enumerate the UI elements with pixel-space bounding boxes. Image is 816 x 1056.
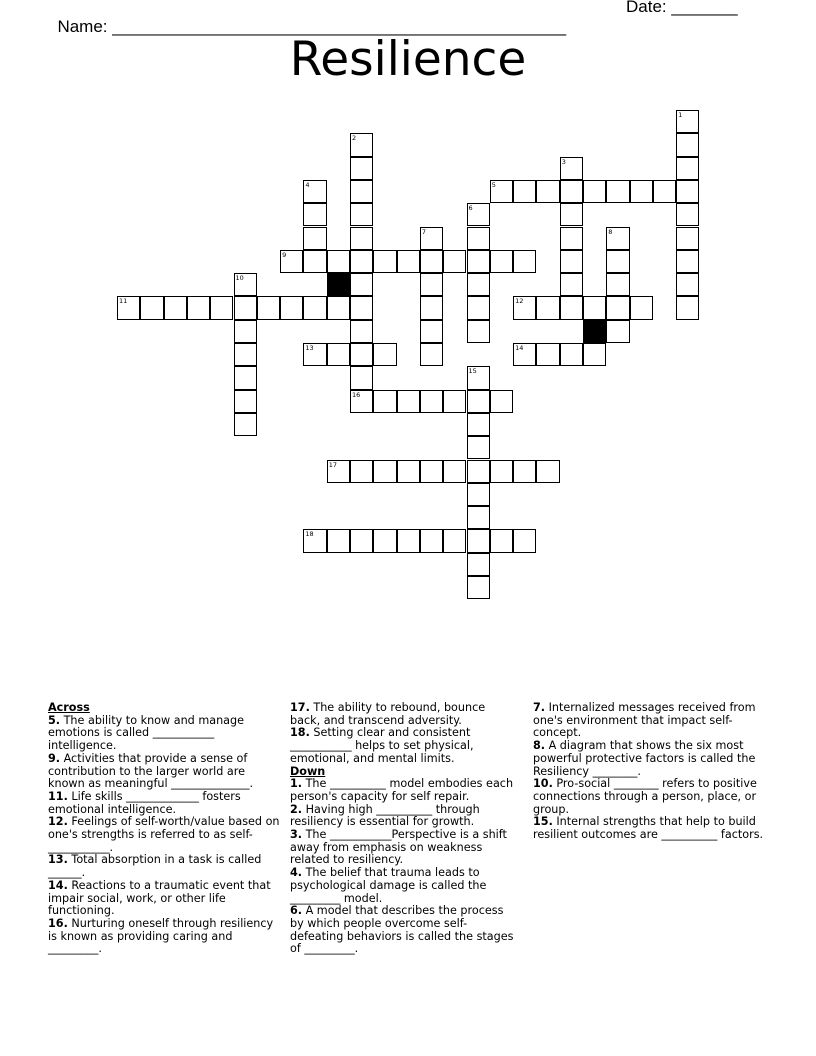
crossword-cell[interactable] xyxy=(606,250,629,273)
clue-across-16: 16. Nurturing oneself through resiliency is known as providing caring and _________. xyxy=(48,916,274,956)
crossword-cell[interactable] xyxy=(350,157,373,180)
crossword-cell[interactable] xyxy=(676,157,699,180)
clue-down-2: 2. Having high __________ through resiliency is essential for growth. xyxy=(290,802,480,829)
clues-column-3 xyxy=(533,702,767,842)
crossword-cell[interactable] xyxy=(630,180,653,203)
crossword-cell[interactable] xyxy=(467,273,490,296)
crossword-cell[interactable] xyxy=(164,296,187,319)
clue-down-4: 4. The belief that trauma leads to psychological damage is called the _________ model. xyxy=(290,866,487,905)
date-field-label[interactable]: Date: _______ xyxy=(626,0,738,16)
crossword-cell[interactable] xyxy=(467,529,490,552)
crossword-cell[interactable] xyxy=(467,436,490,459)
clue-number: 13 xyxy=(305,344,314,352)
crossword-cell[interactable] xyxy=(443,529,466,552)
crossword-cell[interactable] xyxy=(420,273,443,296)
crossword-cell[interactable] xyxy=(513,250,536,273)
across-heading: Across xyxy=(48,701,90,714)
crossword-cell[interactable] xyxy=(420,529,443,552)
clue-number: 1 xyxy=(678,111,683,119)
crossword-cell[interactable] xyxy=(187,296,210,319)
crossword-cell[interactable] xyxy=(536,296,559,319)
crossword-cell[interactable] xyxy=(303,180,326,203)
crossword-cell[interactable] xyxy=(373,390,396,413)
clue-number: 18 xyxy=(305,530,314,539)
crossword-cell[interactable] xyxy=(397,250,420,273)
crossword-cell[interactable] xyxy=(303,343,326,366)
crossword-cell[interactable] xyxy=(467,460,490,483)
crossword-cell[interactable] xyxy=(606,296,629,319)
clue-number: 6 xyxy=(468,204,473,213)
crossword-cell[interactable] xyxy=(467,203,490,226)
name-field-label[interactable]: Name: ________________________________________________ xyxy=(57,17,567,36)
clues-column-2 xyxy=(290,702,518,956)
crossword-cell[interactable] xyxy=(606,273,629,296)
crossword-cell[interactable] xyxy=(583,296,606,319)
crossword-cell[interactable] xyxy=(303,250,326,273)
crossword-cell[interactable] xyxy=(536,460,559,483)
crossword-cell[interactable] xyxy=(327,529,350,552)
crossword-cell[interactable] xyxy=(420,250,443,273)
crossword-cell[interactable] xyxy=(676,296,699,319)
crossword-cell[interactable] xyxy=(327,250,350,273)
crossword-cell[interactable] xyxy=(234,320,257,343)
crossword-cell[interactable] xyxy=(210,296,233,319)
crossword-cell[interactable] xyxy=(490,250,513,273)
crossword-cell[interactable] xyxy=(373,460,396,483)
clue-number: 12 xyxy=(515,297,524,306)
crossword-cell[interactable] xyxy=(234,343,257,366)
clue-number: 2 xyxy=(352,134,357,143)
crossword-cell[interactable] xyxy=(467,506,490,529)
crossword-cell[interactable] xyxy=(257,296,280,319)
crossword-cell[interactable] xyxy=(467,366,490,389)
crossword-cell[interactable] xyxy=(420,343,443,366)
crossword-cell[interactable] xyxy=(234,273,257,296)
crossword-cell[interactable] xyxy=(443,460,466,483)
crossword-cell[interactable] xyxy=(420,227,443,250)
crossword-cell[interactable] xyxy=(467,250,490,273)
crossword-cell[interactable] xyxy=(560,250,583,273)
crossword-cell[interactable] xyxy=(676,250,699,273)
clue-number: 3 xyxy=(561,157,566,166)
clue-number: 10 xyxy=(235,274,244,283)
crossword-cell[interactable] xyxy=(467,390,490,413)
clue-down-7: 7. Internalized messages received from one's environment that impact self-concept. xyxy=(533,701,756,740)
crossword-cell[interactable] xyxy=(303,203,326,226)
clue-number: 11 xyxy=(119,297,128,306)
crossword-cell[interactable] xyxy=(350,320,373,343)
crossword-cell[interactable] xyxy=(350,343,373,366)
down-heading: Down xyxy=(290,764,326,778)
crossword-cell[interactable] xyxy=(560,273,583,296)
crossword-cell[interactable] xyxy=(606,227,629,250)
crossword-cell[interactable] xyxy=(350,366,373,389)
crossword-cell[interactable] xyxy=(467,553,490,576)
clue-down-15: 15. Internal strengths that help to build resilient outcomes are __________ factors. xyxy=(533,815,764,842)
clue-across-9: 9. Activities that provide a sense of contribution to the larger world are known as meaningful ______________. xyxy=(48,751,254,791)
crossword-cell[interactable] xyxy=(234,390,257,413)
clues-column-1 xyxy=(48,702,280,956)
crossword-cell[interactable] xyxy=(443,250,466,273)
crossword-cell[interactable] xyxy=(303,529,326,552)
crossword-cell[interactable] xyxy=(583,180,606,203)
crossword-cell[interactable] xyxy=(397,529,420,552)
crossword-block-cell xyxy=(583,320,606,343)
crossword-cell[interactable] xyxy=(420,390,443,413)
page-title: Resilience xyxy=(289,32,527,87)
crossword-cell[interactable] xyxy=(280,296,303,319)
clue-number: 15 xyxy=(468,367,477,376)
crossword-cell[interactable] xyxy=(350,273,373,296)
crossword-cell[interactable] xyxy=(560,296,583,319)
crossword-cell[interactable] xyxy=(676,203,699,226)
crossword-cell[interactable] xyxy=(467,483,490,506)
clue-number: 5 xyxy=(491,180,496,189)
clue-number: 8 xyxy=(608,227,613,236)
clue-down-8: 8. A diagram that shows the six most powerful protective factors is called the Resiliency ________. xyxy=(533,739,756,778)
clue-across-12: 12. Feelings of self-worth/value based on one's strengths is referred to as self-___________. xyxy=(48,815,280,854)
crossword-cell[interactable] xyxy=(350,227,373,250)
crossword-cell[interactable] xyxy=(676,227,699,250)
crossword-cell[interactable] xyxy=(140,296,163,319)
clue-down-10: 10. Pro-social ________ refers to positive connections through a person, place, or group. xyxy=(533,777,757,816)
clue-number: 9 xyxy=(282,250,287,259)
crossword-cell[interactable] xyxy=(443,390,466,413)
crossword-cell[interactable] xyxy=(560,343,583,366)
crossword-cell[interactable] xyxy=(350,250,373,273)
clue-number: 14 xyxy=(515,344,524,352)
crossword-cell[interactable] xyxy=(327,296,350,319)
crossword-cell[interactable] xyxy=(420,320,443,343)
crossword-cell[interactable] xyxy=(630,296,653,319)
crossword-cell[interactable] xyxy=(676,273,699,296)
clue-across-18: 18. Setting clear and consistent ___________ helps to set physical, emotional, and mental limits. xyxy=(290,726,474,765)
crossword-cell[interactable] xyxy=(234,366,257,389)
crossword-cell[interactable] xyxy=(350,296,373,319)
crossword-cell[interactable] xyxy=(490,180,513,203)
crossword-cell[interactable] xyxy=(676,110,699,133)
clue-across-13: 13. Total absorption in a task is called ______. xyxy=(48,853,262,880)
crossword-cell[interactable] xyxy=(467,296,490,319)
crossword-cell[interactable] xyxy=(676,180,699,203)
crossword-cell[interactable] xyxy=(327,460,350,483)
crossword-cell[interactable] xyxy=(606,180,629,203)
crossword-cell[interactable] xyxy=(373,529,396,552)
crossword-cell[interactable] xyxy=(327,343,350,366)
crossword-cell[interactable] xyxy=(490,390,513,413)
crossword-cell[interactable] xyxy=(467,320,490,343)
crossword-cell[interactable] xyxy=(350,180,373,203)
crossword-cell[interactable] xyxy=(280,250,303,273)
crossword-cell[interactable] xyxy=(490,460,513,483)
crossword-cell[interactable] xyxy=(303,296,326,319)
clue-down-3: 3. The ___________Perspective is a shift away from emphasis on weakness related to resiliency. xyxy=(290,828,507,867)
clue-across-17: 17. The ability to rebound, bounce back, and transcend adversity. xyxy=(290,701,486,727)
crossword-cell[interactable] xyxy=(373,343,396,366)
crossword-cell[interactable] xyxy=(536,343,559,366)
crossword-cell[interactable] xyxy=(350,390,373,413)
crossword-cell[interactable] xyxy=(420,460,443,483)
crossword-cell[interactable] xyxy=(653,180,676,203)
crossword-cell[interactable] xyxy=(560,180,583,203)
crossword-cell[interactable] xyxy=(513,343,536,366)
crossword-block-cell xyxy=(327,273,350,296)
crossword-cell[interactable] xyxy=(467,413,490,436)
crossword-cell[interactable] xyxy=(513,180,536,203)
crossword-cell[interactable] xyxy=(467,227,490,250)
clue-number: 17 xyxy=(328,460,337,469)
crossword-cell[interactable] xyxy=(117,296,140,319)
crossword-cell[interactable] xyxy=(303,227,326,250)
crossword-cell[interactable] xyxy=(560,203,583,226)
clue-down-6: 6. A model that describes the process by which people overcome self-defeating behaviors is called the stages of _________. xyxy=(290,904,514,956)
crossword-cell[interactable] xyxy=(560,157,583,180)
crossword-cell[interactable] xyxy=(560,227,583,250)
crossword-cell[interactable] xyxy=(350,203,373,226)
crossword-cell[interactable] xyxy=(513,296,536,319)
crossword-cell[interactable] xyxy=(606,320,629,343)
crossword-cell[interactable] xyxy=(350,529,373,552)
crossword-cell[interactable] xyxy=(513,529,536,552)
crossword-cell[interactable] xyxy=(373,250,396,273)
crossword-cell[interactable] xyxy=(513,460,536,483)
crossword-cell[interactable] xyxy=(490,529,513,552)
crossword-cell[interactable] xyxy=(676,133,699,156)
crossword-cell[interactable] xyxy=(397,390,420,413)
crossword-cell[interactable] xyxy=(583,343,606,366)
clue-across-5: 5. The ability to know and manage emotions is called ___________ intelligence. xyxy=(48,713,245,753)
crossword-cell[interactable] xyxy=(420,296,443,319)
crossword-cell[interactable] xyxy=(397,460,420,483)
clue-down-1: 1. The __________ model embodies each person's capacity for self repair. xyxy=(290,777,514,803)
crossword-cell[interactable] xyxy=(536,180,559,203)
crossword-cell[interactable] xyxy=(234,296,257,319)
clue-number: 7 xyxy=(421,227,427,236)
crossword-cell[interactable] xyxy=(234,413,257,436)
crossword-cell[interactable] xyxy=(467,576,490,599)
clue-number: 4 xyxy=(305,180,310,189)
clue-across-14: 14. Reactions to a traumatic event that impair social, work, or other life functioning. xyxy=(48,878,271,918)
clue-number: 16 xyxy=(352,390,361,399)
crossword-cell[interactable] xyxy=(350,133,373,156)
crossword-cell[interactable] xyxy=(350,460,373,483)
clue-across-11: 11. Life skills _____________ fosters emotional intelligence. xyxy=(48,789,241,816)
